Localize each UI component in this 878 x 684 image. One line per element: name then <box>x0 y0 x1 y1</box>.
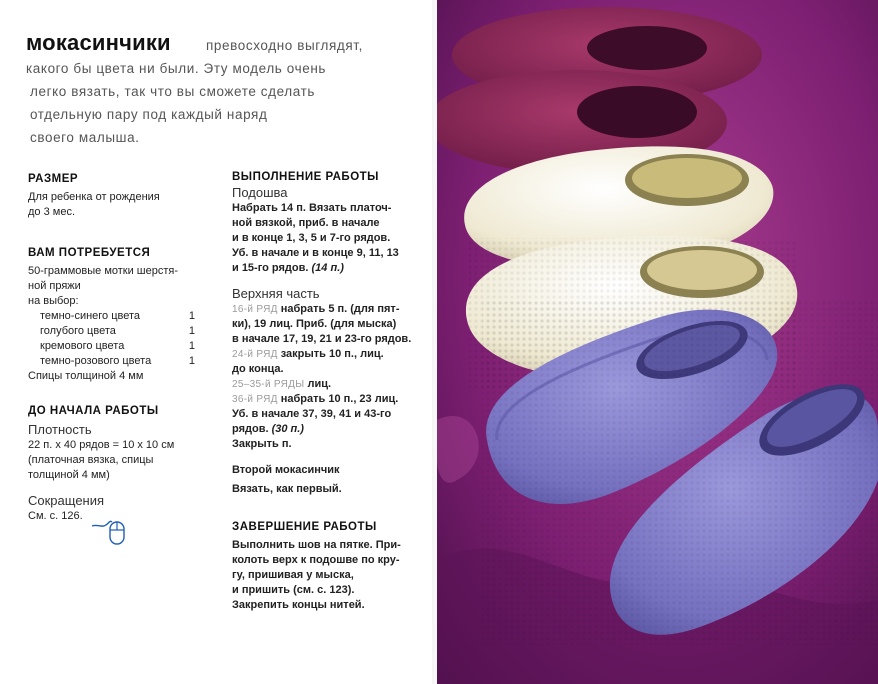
intro-line: своего малыша. <box>30 130 140 145</box>
yarn-qty: 1 <box>188 310 195 322</box>
sole-line: и в конце 1, 3, 5 и 7-го рядов. <box>232 232 391 244</box>
close-line: Закрыть п. <box>232 438 292 450</box>
yarn-row <box>40 354 195 369</box>
sole-line: ной вязкой, приб. в начале <box>232 217 380 229</box>
upper-row-cont: Уб. в начале 37, 39, 41 и 43-го <box>232 408 392 420</box>
size-line: Для ребенка от рождения <box>28 191 160 203</box>
sole-line <box>232 261 411 276</box>
yarn-qty: 1 <box>188 355 195 367</box>
finishing-heading: ЗАВЕРШЕНИЕ РАБОТЫ <box>232 521 377 533</box>
row-text: набрать 10 п., 23 лиц. <box>280 393 399 405</box>
materials-line: на выбор: <box>28 295 79 307</box>
row-last-text: рядов. <box>232 423 269 435</box>
materials-line: ной пряжи <box>28 280 81 292</box>
gauge-line: (платочная вязка, спицы <box>28 454 154 466</box>
second-text: Вязать, как первый. <box>232 483 342 495</box>
row-label: 16-й РЯД <box>232 304 278 315</box>
upper-row-cont <box>232 422 411 437</box>
upper-row <box>232 377 411 392</box>
row-label: 36-й РЯД <box>232 394 278 405</box>
sole-line: Уб. в начале и в конце 9, 11, 13 <box>232 247 399 259</box>
intro-first-line: превосходно выглядят, <box>206 38 363 53</box>
abbreviations-title: Сокращения <box>28 493 105 508</box>
work-heading: ВЫПОЛНЕНИЕ РАБОТЫ <box>232 171 379 183</box>
work-section <box>232 170 411 497</box>
yarn-qty: 1 <box>188 340 195 352</box>
computer-mouse-icon <box>90 514 130 548</box>
upper-row <box>232 302 411 317</box>
gauge-line: 22 п. х 40 рядов = 10 х 10 см <box>28 439 175 451</box>
upper-row <box>232 392 411 407</box>
row-text: набрать 5 п. (для пят- <box>280 303 400 315</box>
sole-line: Набрать 14 п. Вязать платоч- <box>232 202 392 214</box>
finishing-line: Закрепить концы нитей. <box>232 599 365 611</box>
yarn-name: голубого цвета <box>40 325 116 337</box>
sole-title: Подошва <box>232 185 288 200</box>
upper-stitch-count: (30 п.) <box>271 423 304 435</box>
blue-bootie-pair <box>482 300 878 645</box>
yarn-name: темно-розового цвета <box>40 355 152 367</box>
second-title: Второй мокасинчик <box>232 464 340 476</box>
materials-section <box>28 246 195 384</box>
yarn-row <box>40 339 195 354</box>
size-line: до 3 мес. <box>28 206 76 218</box>
materials-heading: ВАМ ПОТРЕБУЕТСЯ <box>28 247 151 259</box>
finishing-line: Выполнить шов на пятке. При- <box>232 539 401 551</box>
finishing-section <box>232 520 401 613</box>
booties-illustration <box>437 0 878 684</box>
booties-photo <box>437 0 878 684</box>
intro-line: легко вязать, так что вы сможете сделать <box>30 84 315 99</box>
yarn-name: темно-синего цвета <box>40 310 141 322</box>
abbreviations-ref[interactable]: См. с. 126. <box>28 510 83 522</box>
upper-row <box>232 347 411 362</box>
sole-stitch-count: (14 п.) <box>311 262 344 274</box>
row-text: закрыть 10 п., лиц. <box>280 348 384 360</box>
yarn-name: кремового цвета <box>40 340 125 352</box>
finishing-line: гу, пришивая у мыска, <box>232 569 354 581</box>
gauge-title: Плотность <box>28 422 92 437</box>
materials-line: 50-граммовые мотки шерстя- <box>28 265 179 277</box>
upper-row-cont: в начале 17, 19, 21 и 23-го рядов. <box>232 333 412 345</box>
yarn-row <box>40 324 195 339</box>
intro-line: какого бы цвета ни были. Эту модель очень <box>26 61 327 76</box>
intro-text <box>26 57 406 149</box>
sole-last-text: и 15-го рядов. <box>232 262 309 274</box>
gauge-line: толщиной 4 мм) <box>28 469 110 481</box>
finishing-line: колоть верх к подошве по кру- <box>232 554 400 566</box>
yarn-qty: 1 <box>188 325 195 337</box>
page-title: мокасинчики <box>26 30 171 55</box>
yarn-list <box>40 309 195 369</box>
size-section <box>28 172 160 220</box>
intro-line: отдельную пару под каждый наряд <box>30 107 268 122</box>
row-label: 24-й РЯД <box>232 349 278 360</box>
finishing-line: и пришить (см. с. 123). <box>232 584 355 596</box>
size-heading: РАЗМЕР <box>28 173 79 185</box>
row-text: лиц. <box>307 378 332 390</box>
yarn-row <box>40 309 195 324</box>
upper-title: Верхняя часть <box>232 286 320 301</box>
upper-row-cont: ки), 19 лиц. Приб. (для мыска) <box>232 318 397 330</box>
row-label: 25–35-й РЯДЫ <box>232 379 305 390</box>
intro <box>26 30 406 145</box>
before-start-heading: ДО НАЧАЛА РАБОТЫ <box>28 405 159 417</box>
needles-line: Спицы толщиной 4 мм <box>28 370 144 382</box>
upper-row-cont: до конца. <box>232 363 284 375</box>
before-start-section <box>28 404 174 524</box>
